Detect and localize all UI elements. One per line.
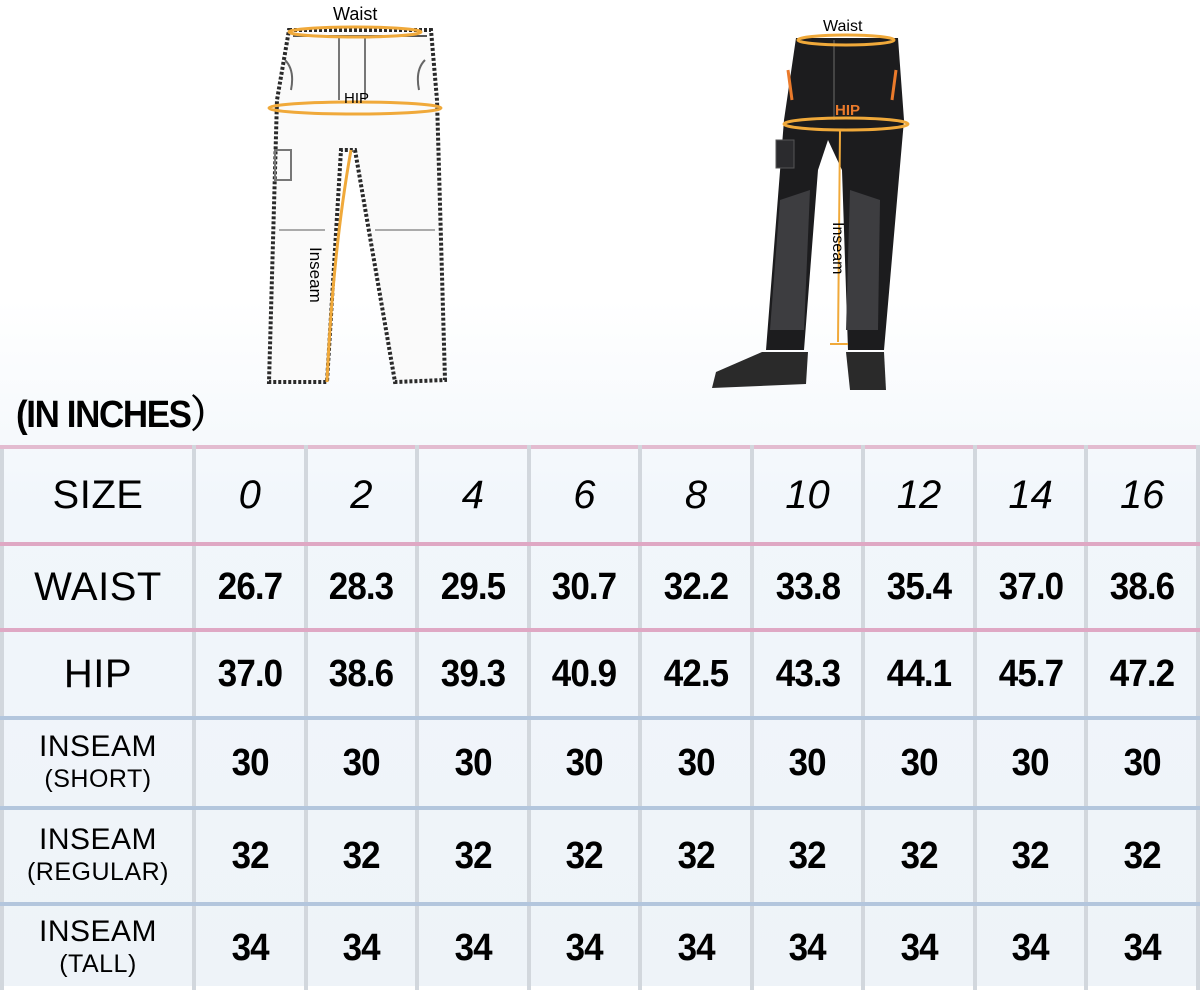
- size-header-cell: 14: [975, 447, 1087, 544]
- table-cell: 30: [752, 718, 864, 808]
- inseam-regular-row: [2, 808, 1198, 904]
- inseam-short-row: [2, 718, 1198, 808]
- table-cell: 32: [863, 808, 975, 904]
- table-cell: 26.7: [194, 544, 306, 630]
- table-cell: 35.4: [863, 544, 975, 630]
- row-label-inseam-regular: INSEAM (REGULAR): [2, 808, 194, 904]
- size-header-cell: 6: [529, 447, 641, 544]
- table-cell: 32: [194, 808, 306, 904]
- table-cell: 28.3: [306, 544, 418, 630]
- table-cell: 37.0: [975, 544, 1087, 630]
- right-waist-label: Waist: [823, 18, 863, 35]
- waist-row: [2, 544, 1198, 630]
- size-header-cell: 0: [194, 447, 306, 544]
- left-inseam-label: Inseam: [306, 247, 325, 303]
- table-cell: 32: [752, 808, 864, 904]
- table-cell: 30: [306, 718, 418, 808]
- table-cell: 32: [529, 808, 641, 904]
- right-inseam-label: Inseam: [829, 222, 846, 275]
- size-header-cell: 4: [417, 447, 529, 544]
- table-cell: 32: [640, 808, 752, 904]
- table-cell: 45.7: [975, 630, 1087, 718]
- table-cell: 32: [1086, 808, 1198, 904]
- size-header-cell: 2: [306, 447, 418, 544]
- table-cell: 32: [306, 808, 418, 904]
- table-cell: 30: [194, 718, 306, 808]
- right-hip-label: HIP: [835, 102, 861, 119]
- pants-photo-illustration: [700, 0, 960, 395]
- table-cell: 30: [529, 718, 641, 808]
- table-cell: 38.6: [1086, 544, 1198, 630]
- table-cell: 30: [417, 718, 529, 808]
- table-cell: 29.5: [417, 544, 529, 630]
- table-cell: 38.6: [306, 630, 418, 718]
- size-header-cell: 16: [1086, 447, 1198, 544]
- table-cell: 34: [194, 904, 306, 990]
- table-cell: 37.0: [194, 630, 306, 718]
- table-cell: 47.2: [1086, 630, 1198, 718]
- left-hip-label: HIP: [344, 90, 370, 107]
- table-cell: 33.8: [752, 544, 864, 630]
- row-label-waist: WAIST: [2, 544, 194, 630]
- table-cell: 42.5: [640, 630, 752, 718]
- table-cell: 34: [529, 904, 641, 990]
- table-cell: 30: [1086, 718, 1198, 808]
- inseam-tall-row: [2, 904, 1198, 990]
- table-cell: 39.3: [417, 630, 529, 718]
- table-cell: 34: [752, 904, 864, 990]
- table-cell: 30: [975, 718, 1087, 808]
- table-cell: 40.9: [529, 630, 641, 718]
- table-cell: 34: [640, 904, 752, 990]
- size-header-cell: 10: [752, 447, 864, 544]
- table-cell: 32.2: [640, 544, 752, 630]
- row-label-inseam-tall: INSEAM (TALL): [2, 904, 194, 990]
- size-header-label: SIZE: [2, 447, 194, 544]
- units-title: (IN INCHES）: [16, 394, 225, 436]
- table-cell: 34: [975, 904, 1087, 990]
- row-label-inseam-short: INSEAM (SHORT): [2, 718, 194, 808]
- table-cell: 43.3: [752, 630, 864, 718]
- table-cell: 30: [863, 718, 975, 808]
- hip-row: [2, 630, 1198, 718]
- left-waist-label: Waist: [333, 4, 378, 24]
- row-label-hip: HIP: [2, 630, 194, 718]
- table-cell: 34: [863, 904, 975, 990]
- table-cell: 34: [1086, 904, 1198, 990]
- size-chart-table: [0, 445, 1200, 990]
- size-header-cell: 12: [863, 447, 975, 544]
- table-cell: 30: [640, 718, 752, 808]
- table-cell: 30.7: [529, 544, 641, 630]
- size-header-row: [2, 447, 1198, 544]
- table-cell: 34: [417, 904, 529, 990]
- size-header-cell: 8: [640, 447, 752, 544]
- table-cell: 32: [417, 808, 529, 904]
- table-cell: 32: [975, 808, 1087, 904]
- table-cell: 44.1: [863, 630, 975, 718]
- pants-sketch-illustration: [255, 0, 455, 390]
- table-cell: 34: [306, 904, 418, 990]
